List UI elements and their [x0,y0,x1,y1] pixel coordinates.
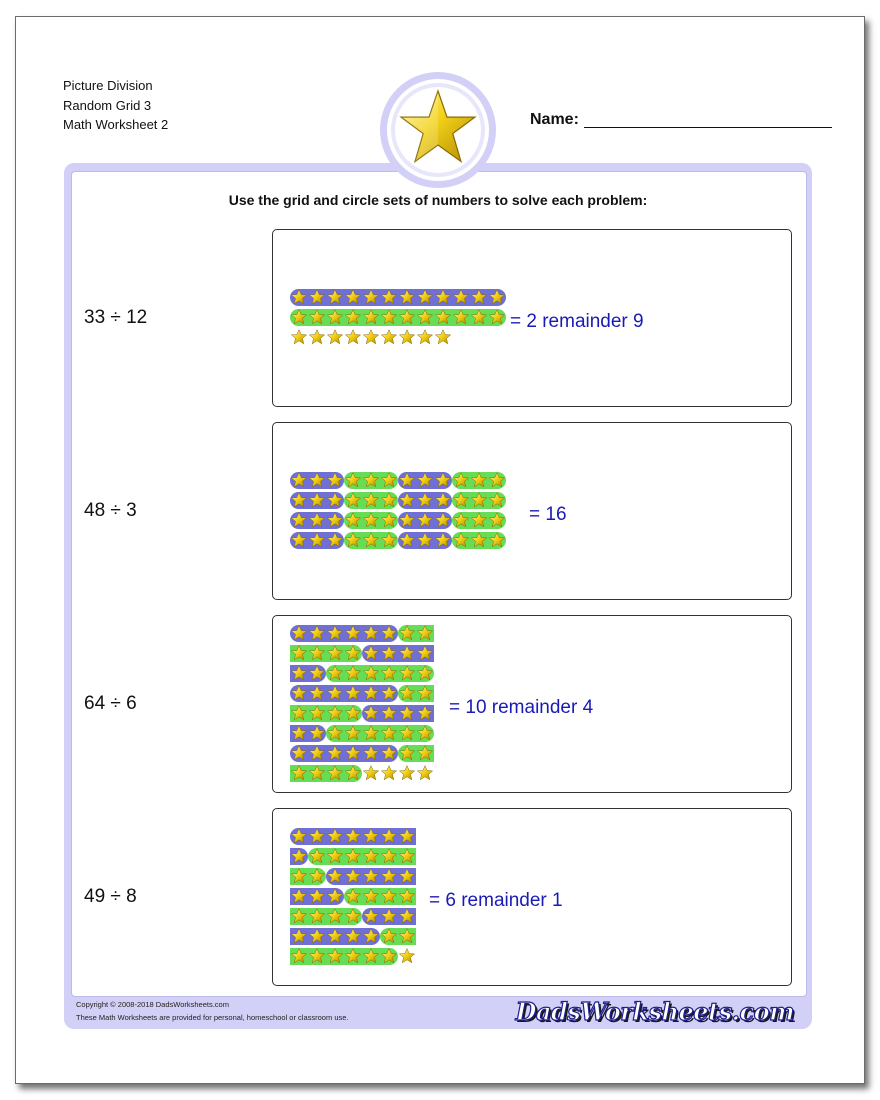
star-icon [327,948,343,964]
star-icon [327,908,343,924]
star-icon [327,289,343,305]
star-icon [345,705,361,721]
star-icon [363,625,379,641]
star-icon [363,329,379,345]
star-row [290,510,506,530]
star-icon [417,685,433,701]
star-icon [399,685,415,701]
star-icon [363,765,379,781]
star-row [290,906,416,926]
star-icon [309,645,325,661]
star-icon [399,289,415,305]
star-icon [309,329,325,345]
star-icon [291,888,307,904]
star-icon [381,309,397,325]
star-icon [363,868,379,884]
star-icon [363,512,379,528]
star-icon [327,685,343,701]
star-icon [381,685,397,701]
star-icon [381,948,397,964]
star-icon [291,685,307,701]
star-icon [417,665,433,681]
star-icon [381,492,397,508]
star-icon [381,665,397,681]
instructions: Use the grid and circle sets of numbers to solve each problem: [228,192,648,208]
star-icon [363,725,379,741]
star-icon [327,625,343,641]
star-icon [435,289,451,305]
star-icon [381,472,397,488]
star-icon [489,532,505,548]
star-row [290,623,434,643]
star-icon [363,848,379,864]
star-icon [399,625,415,641]
star-row [290,763,434,783]
copyright-text: Copyright © 2008-2018 DadsWorksheets.com [76,1000,229,1009]
star-icon [291,492,307,508]
star-row [290,743,434,763]
star-icon [399,828,415,844]
star-icon [345,928,361,944]
star-icon [291,745,307,761]
star-icon [471,289,487,305]
star-icon [417,745,433,761]
star-icon [345,888,361,904]
star-icon [327,868,343,884]
star-icon [381,512,397,528]
star-icon [489,472,505,488]
star-icon [399,472,415,488]
star-icon [381,745,397,761]
problem-1-label: 33 ÷ 12 [84,307,148,328]
star-icon [399,888,415,904]
star-icon [453,472,469,488]
star-icon [291,725,307,741]
star-icon [345,645,361,661]
star-icon [453,289,469,305]
star-row [290,327,506,347]
star-icon [327,928,343,944]
star-icon [489,289,505,305]
star-icon [471,309,487,325]
star-icon [363,645,379,661]
star-icon [381,928,397,944]
star-icon [363,888,379,904]
star-icon [489,309,505,325]
star-icon [363,532,379,548]
star-row [290,946,416,966]
star-icon [363,745,379,761]
star-icon [291,645,307,661]
star-icon [363,928,379,944]
star-row [290,886,416,906]
star-icon [309,868,325,884]
star-icon [399,848,415,864]
star-icon [327,705,343,721]
star-badge [380,72,496,188]
usage-note: These Math Worksheets are provided for personal, homeschool or classroom use. [76,1013,349,1022]
star-icon [309,309,325,325]
star-icon [345,329,361,345]
star-icon [471,512,487,528]
star-icon [345,948,361,964]
star-icon [381,848,397,864]
star-icon [327,848,343,864]
star-icon [291,309,307,325]
star-icon [363,492,379,508]
star-icon [399,745,415,761]
problem-4-star-grid [290,826,416,966]
star-icon [309,512,325,528]
name-field[interactable] [530,111,832,133]
star-icon [345,848,361,864]
star-icon [435,492,451,508]
star-icon [363,289,379,305]
star-icon [417,765,433,781]
star-icon [327,309,343,325]
problem-3-star-grid [290,623,434,783]
star-icon [327,888,343,904]
star-row [290,530,506,550]
title-line-2: Random Grid 3 [63,97,152,113]
star-row [290,926,416,946]
star-icon [435,512,451,528]
star-row [290,643,434,663]
star-icon [363,948,379,964]
star-icon [327,472,343,488]
star-icon [309,948,325,964]
star-icon [453,532,469,548]
star-icon [381,329,397,345]
star-icon [345,532,361,548]
star-icon [291,329,307,345]
star-icon [345,828,361,844]
star-icon [399,948,415,964]
name-label: Name: [530,111,579,128]
star-row [290,490,506,510]
star-icon [309,848,325,864]
star-icon [309,289,325,305]
star-icon [291,868,307,884]
worksheet-title [63,76,168,135]
star-row [290,307,506,327]
star-icon [345,492,361,508]
star-icon [291,625,307,641]
star-icon [291,828,307,844]
star-icon [417,645,433,661]
star-icon [417,492,433,508]
star-icon [471,492,487,508]
star-icon [363,908,379,924]
star-icon [471,532,487,548]
star-icon [345,868,361,884]
star-icon [381,868,397,884]
star-row [290,663,434,683]
star-icon [363,705,379,721]
star-icon [399,725,415,741]
problem-2-label: 48 ÷ 3 [84,500,137,521]
star-icon [309,725,325,741]
problem-4-answer: = 6 remainder 1 [429,890,563,911]
problem-1-answer: = 2 remainder 9 [510,311,644,332]
star-icon [309,705,325,721]
star-icon [309,888,325,904]
star-row [290,826,416,846]
problem-2-star-grid [290,470,506,550]
star-icon [345,512,361,528]
star-icon [291,289,307,305]
star-row [290,287,506,307]
star-icon [291,512,307,528]
star-icon [327,665,343,681]
star-icon [381,532,397,548]
star-icon [381,625,397,641]
star-icon [399,928,415,944]
problem-4-label: 49 ÷ 8 [84,886,137,907]
star-icon [399,532,415,548]
star-icon [327,645,343,661]
footer [64,995,812,1029]
star-icon [309,625,325,641]
star-icon [345,745,361,761]
star-icon [399,329,415,345]
star-icon [399,309,415,325]
star-icon [417,289,433,305]
star-icon [489,492,505,508]
star-icon [309,472,325,488]
star-icon [381,705,397,721]
star-icon [381,828,397,844]
star-icon [435,329,451,345]
problem-3-answer: = 10 remainder 4 [449,697,594,718]
title-line-3: Math Worksheet 2 [63,117,169,132]
star-icon [381,725,397,741]
star-icon [345,665,361,681]
star-icon [397,86,479,168]
star-icon [327,512,343,528]
title-line-1: Picture Division [63,78,153,93]
star-icon [345,685,361,701]
star-row [290,846,416,866]
star-icon [309,928,325,944]
star-icon [363,472,379,488]
star-icon [435,309,451,325]
star-icon [381,888,397,904]
star-icon [399,705,415,721]
star-icon [327,745,343,761]
star-icon [327,492,343,508]
star-icon [327,329,343,345]
star-icon [327,828,343,844]
star-icon [291,532,307,548]
star-icon [453,492,469,508]
star-icon [399,492,415,508]
star-icon [309,765,325,781]
star-icon [381,765,397,781]
name-underline [584,127,832,128]
star-icon [381,645,397,661]
star-icon [417,472,433,488]
star-icon [309,532,325,548]
star-icon [291,848,307,864]
star-icon [399,908,415,924]
star-icon [291,948,307,964]
star-row [290,723,434,743]
star-icon [345,725,361,741]
star-icon [309,492,325,508]
star-icon [345,765,361,781]
star-icon [291,908,307,924]
star-icon [399,868,415,884]
star-icon [471,472,487,488]
star-icon [363,828,379,844]
star-icon [345,472,361,488]
star-icon [417,309,433,325]
star-icon [399,765,415,781]
star-icon [453,309,469,325]
star-icon [363,665,379,681]
star-icon [363,309,379,325]
star-icon [327,725,343,741]
star-icon [453,512,469,528]
star-icon [399,645,415,661]
star-icon [291,928,307,944]
star-icon [309,828,325,844]
star-icon [345,625,361,641]
star-icon [399,512,415,528]
star-icon [417,329,433,345]
star-icon [327,765,343,781]
star-icon [417,532,433,548]
star-icon [291,705,307,721]
star-icon [381,908,397,924]
star-icon [309,745,325,761]
star-icon [327,532,343,548]
star-icon [345,289,361,305]
star-icon [291,765,307,781]
star-icon [345,908,361,924]
star-icon [435,532,451,548]
star-icon [363,685,379,701]
star-icon [291,472,307,488]
star-icon [489,512,505,528]
star-icon [291,665,307,681]
star-icon [399,665,415,681]
dadsworksheets-logo[interactable]: DadsWorksheets.com [515,997,794,1026]
problem-1-star-grid [290,287,506,347]
star-icon [345,309,361,325]
star-icon [417,625,433,641]
star-row [290,683,434,703]
star-icon [417,512,433,528]
star-icon [309,685,325,701]
problem-2-answer: = 16 [529,504,567,525]
problem-3-label: 64 ÷ 6 [84,693,137,714]
star-icon [435,472,451,488]
star-row [290,470,506,490]
star-row [290,866,416,886]
star-icon [309,665,325,681]
star-icon [417,705,433,721]
star-icon [381,289,397,305]
star-row [290,703,434,723]
star-icon [309,908,325,924]
star-icon [417,725,433,741]
